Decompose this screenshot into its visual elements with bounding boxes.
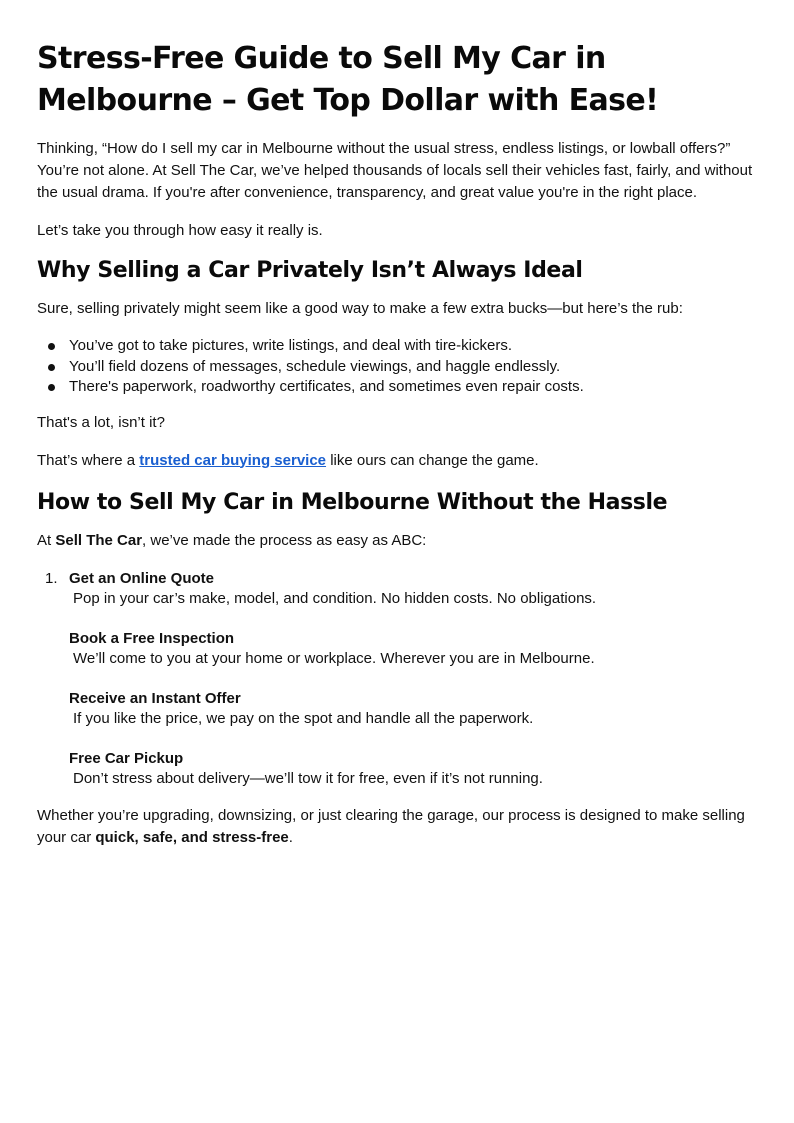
closing-paragraph <box>37 805 757 849</box>
step-title: Free Car Pickup <box>69 749 184 767</box>
bullet-icon <box>48 364 55 371</box>
step-title: Receive an Instant Offer <box>69 689 241 707</box>
process-steps-list <box>37 569 757 789</box>
bullet-icon <box>48 384 55 391</box>
intro-followup: Let’s take you through how easy it really is. <box>37 222 323 239</box>
private-selling-summary: That's a lot, isn’t it? <box>37 413 165 431</box>
closing-text-start: Whether you’re upgrading, downsizing, or just clearing the garage, our process is designed to make selling your car <box>37 806 745 846</box>
service-link-paragraph <box>37 450 757 472</box>
list-item-text: You’ll field dozens of messages, schedule viewings, and haggle endlessly. <box>69 357 561 375</box>
process-step <box>37 689 757 729</box>
step-description: Pop in your car’s make, model, and condition. No hidden costs. No obligations. <box>73 589 597 607</box>
page-title: Stress-Free Guide to Sell My Car in Melbourne – Get Top Dollar with Ease! <box>37 41 659 118</box>
link-trail-text: like ours can change the game. <box>326 451 539 469</box>
lead-text-end: , we’ve made the process as easy as ABC: <box>142 531 427 549</box>
list-item <box>37 357 757 378</box>
lead-text-start: At <box>37 531 56 549</box>
process-step <box>37 749 757 789</box>
private-selling-lead: Sure, selling privately might seem like a good way to make a few extra bucks—but here’s the rub: <box>37 300 683 317</box>
private-selling-drawbacks-list <box>37 336 757 398</box>
trusted-car-buying-service-link[interactable]: trusted car buying service <box>139 451 327 469</box>
step-description: We’ll come to you at your home or workplace. Wherever you are in Melbourne. <box>73 649 595 667</box>
list-item <box>37 336 757 357</box>
section-heading-private-selling: Why Selling a Car Privately Isn’t Always Ideal <box>37 258 583 283</box>
intro-paragraph: Thinking, “How do I sell my car in Melbourne without the usual stress, endless listings, or lowball offers?” You’re not alone. At Sell The Car, we’ve helped thousands of locals sell their vehicles fast, fairly, and without the usual drama. If you're after convenience, transparency, and great value you're in the right place. <box>37 140 753 201</box>
link-lead-text: That’s where a <box>37 451 140 469</box>
step-number: 1. <box>45 569 58 587</box>
list-item-text: There's paperwork, roadworthy certificates, and sometimes even repair costs. <box>69 378 584 395</box>
step-title: Get an Online Quote <box>69 569 215 587</box>
closing-text-end: . <box>288 828 293 846</box>
bullet-icon <box>48 343 55 350</box>
step-description: If you like the price, we pay on the spot and handle all the paperwork. <box>73 709 534 727</box>
process-step <box>37 569 757 609</box>
list-item <box>37 377 757 398</box>
list-item-text: You’ve got to take pictures, write listings, and deal with tire-kickers. <box>69 337 512 354</box>
step-title: Book a Free Inspection <box>69 629 235 647</box>
how-to-sell-lead <box>37 530 757 552</box>
process-step <box>37 629 757 669</box>
section-heading-how-to-sell: How to Sell My Car in Melbourne Without the Hassle <box>37 489 668 515</box>
brand-name: Sell The Car <box>55 531 143 549</box>
step-description: Don’t stress about delivery—we’ll tow it for free, even if it’s not running. <box>73 769 543 787</box>
closing-emphasis: quick, safe, and stress-free <box>95 828 289 846</box>
